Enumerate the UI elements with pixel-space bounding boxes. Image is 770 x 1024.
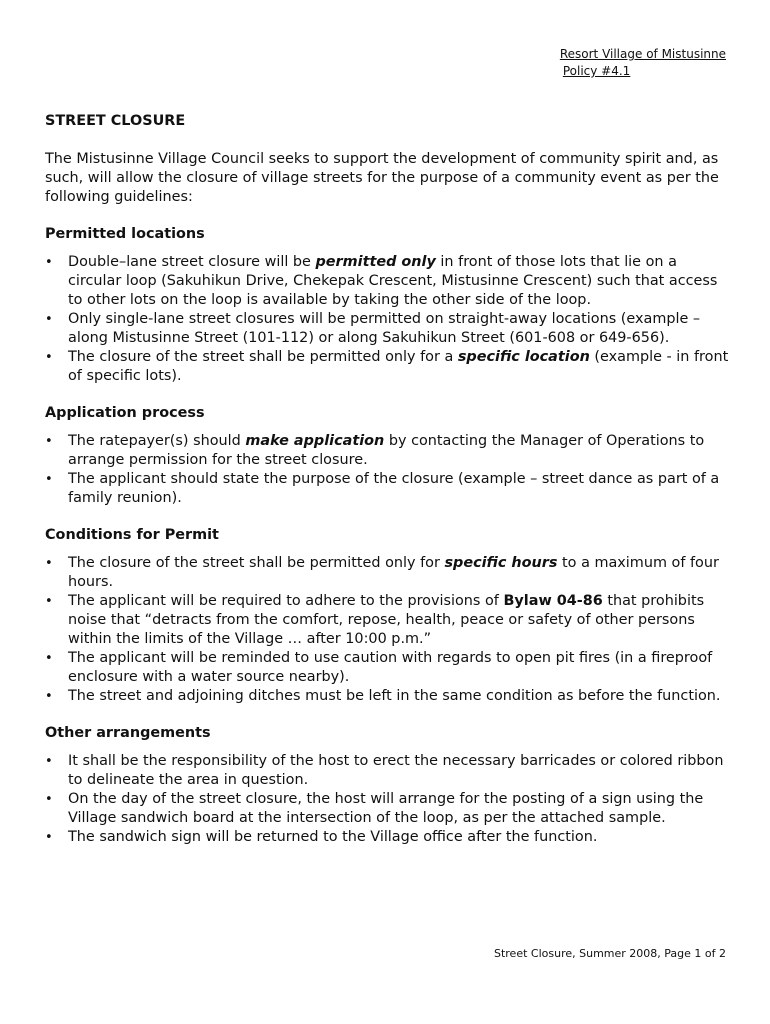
text-fragment: that prohibits noise that “detracts from the comfort, repose, health, peace or safety of other persons within the limits of the Village … after 10:00 p.m.” [68,593,705,647]
list-item: • On the day of the street closure, the host will arrange for the posting of a sign using the Village sandwich board at the intersection of the loop, as per the attached sample. [45,790,730,828]
list-item: • The applicant will be reminded to use caution with regards to open pit fires (in a fireproof enclosure with a water source nearby). [45,649,730,687]
text-fragment: The ratepayer(s) should [68,433,246,449]
permitted-locations-list [45,253,730,386]
section-heading-application-process: Application process [45,405,205,421]
list-item [45,554,730,592]
emphasis-text: specific location [457,349,590,365]
list-item: • It shall be the responsibility of the host to erect the necessary barricades or colored ribbon to delineate the area in question. [45,752,730,790]
page-footer: Street Closure, Summer 2008, Page 1 of 2 [493,947,726,960]
text-fragment: The applicant will be required to adhere to the provisions of [68,593,504,609]
document-header [560,46,726,80]
list-item [45,432,730,470]
text-fragment: Double–lane street closure will be [68,254,316,270]
document-body [45,112,730,865]
list-item [45,592,730,649]
text-fragment: The closure of the street shall be permitted only for a [68,349,458,365]
list-item [45,253,730,310]
text-fragment: by contacting the Manager of Operations to arrange permission for the street closure. [68,433,705,468]
text-fragment: The closure of the street shall be permitted only for [68,555,445,571]
bylaw-reference: Bylaw 04-86 [503,593,603,609]
other-arrangements-list [45,752,730,847]
organization-name: Resort Village of Mistusinne [559,47,726,61]
intro-paragraph: The Mistusinne Village Council seeks to support the development of community spirit and, as such, will allow the closure of village streets for the purpose of a community event as per the following guidelines: [45,151,719,205]
emphasis-text: permitted only [315,254,436,270]
policy-number: Policy #4.1 [562,64,631,78]
section-heading-conditions-for-permit: Conditions for Permit [45,527,219,543]
list-item: • Only single-lane street closures will be permitted on straight-away locations (example – along Mistusinne Street (101-112) or along Sakuhikun Street (601-608 or 649-656). [45,310,730,348]
list-item: • The sandwich sign will be returned to the Village office after the function. [45,828,730,847]
text-fragment: in front of those lots that lie on a circular loop (Sakuhikun Drive, Chekepak Crescent, Mistusinne Crescent) such that access to other lots on the loop is available by taking the other side of the loop. [68,254,718,308]
section-heading-permitted-locations: Permitted locations [45,226,205,242]
section-heading-other-arrangements: Other arrangements [45,725,211,741]
list-item [45,348,730,386]
text-fragment: to a maximum of four hours. [68,555,719,590]
emphasis-text: make application [245,433,385,449]
document-title: STREET CLOSURE [45,113,186,129]
application-process-list [45,432,730,508]
emphasis-text: specific hours [444,555,558,571]
text-fragment: (example - in front of specific lots). [68,349,729,384]
list-item: • The street and adjoining ditches must be left in the same condition as before the function. [45,687,730,706]
conditions-list [45,554,730,706]
list-item: • The applicant should state the purpose of the closure (example – street dance as part of a family reunion). [45,470,730,508]
